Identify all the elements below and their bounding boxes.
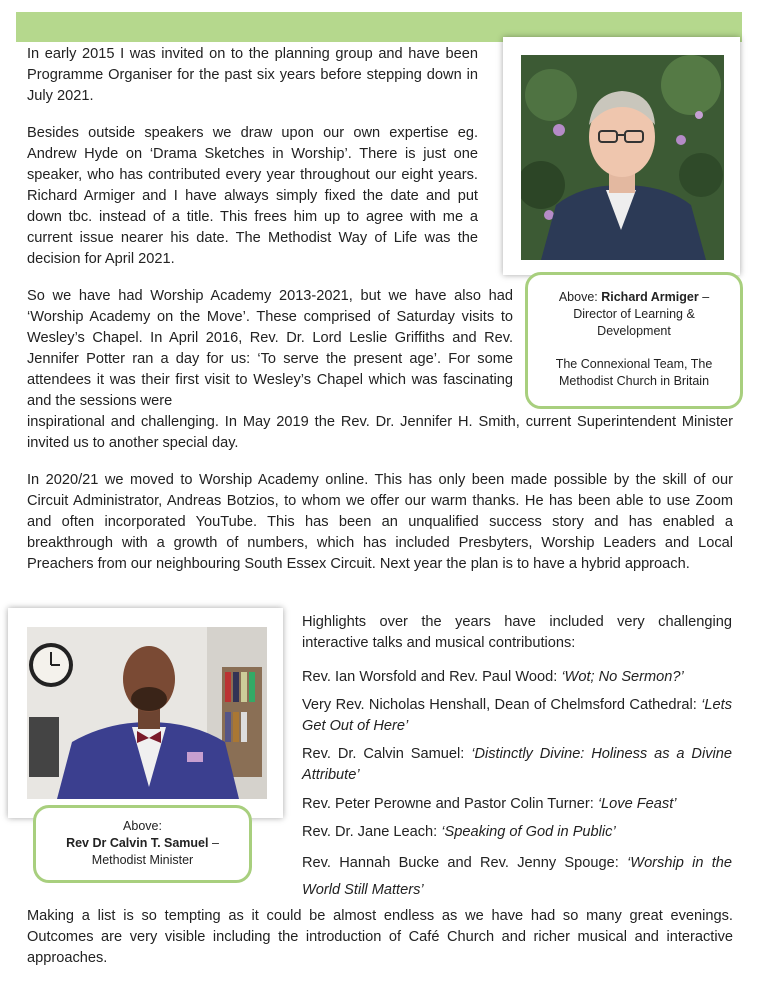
highlight-item <box>302 794 732 815</box>
paragraph-online: In 2020/21 we moved to Worship Academy online. This has only been made possible by the skill of our Circuit Administrator, Andreas Botzios, to whom we offer our warm thanks. He has been able to use Zoom and often incorporated YouTube. This has been an unqualified success story and has enabled a breakthrough with a growth of numbers, which has included Presbyters, Worship Leaders and Local Preachers from our neighbouring South Essex Circuit. Next year the plan is to have a hybrid approach. <box>27 472 733 572</box>
highlight-title: ‘Love Feast’ <box>597 796 677 812</box>
highlight-title: ‘Lets Get Out of Here’ <box>302 697 732 734</box>
paragraph-inspirational: inspirational and challenging. In May 2019 the Rev. Dr. Jennifer H. Smith, current Superintendent Minister invited us to another special day. <box>27 414 733 451</box>
caption-calvin-samuel <box>33 805 252 883</box>
caption-calvin-samuel-prefix: Above: <box>123 819 162 833</box>
highlight-people: Rev. Peter Perowne and Pastor Colin Turner: <box>302 796 598 812</box>
caption-dash: – <box>698 290 710 304</box>
highlight-item <box>302 667 732 688</box>
highlight-item <box>302 822 732 843</box>
photo-richard-armiger <box>521 55 724 260</box>
highlight-item <box>302 744 732 786</box>
highlights-intro: Highlights over the years have included very challenging interactive talks and musical contributions: <box>302 614 732 651</box>
highlight-item <box>302 850 732 904</box>
highlight-people: Rev. Dr. Calvin Samuel: <box>302 746 472 762</box>
highlight-people: Rev. Hannah Bucke and Rev. Jenny Spouge: <box>302 855 628 871</box>
caption-name: Richard Armiger <box>601 290 699 304</box>
caption-name: Rev Dr Calvin T. Samuel <box>66 836 209 850</box>
caption-richard-armiger-role: Director of Learning & Development <box>573 307 695 338</box>
caption-calvin-samuel-name-line <box>42 835 243 852</box>
highlight-title: ‘Wot; No Sermon?’ <box>561 669 684 685</box>
paragraph-outside-speakers: Besides outside speakers we draw upon our own expertise eg. Andrew Hyde on ‘Drama Sketches in Worship’. There is just one speaker, who has contributed every year throughout our eight years. Richard Armiger and I have always simply fixed the date and put down tbc. instead of a title. This frees him up to agree with me a current issue nearer his date. The Methodist Way of Life was the decision for April 2021. <box>27 125 478 267</box>
caption-prefix: Above: <box>558 290 602 304</box>
caption-dash: – <box>208 836 219 850</box>
highlight-people: Very Rev. Nicholas Henshall, Dean of Chelmsford Cathedral: <box>302 697 702 713</box>
photo-frame-calvin-samuel <box>8 608 283 818</box>
caption-richard-armiger-name-line <box>536 289 732 306</box>
photo-calvin-samuel <box>27 627 267 799</box>
highlight-people: Rev. Ian Worsfold and Rev. Paul Wood: <box>302 669 562 685</box>
portrait-calvin-samuel-image <box>27 627 267 799</box>
paragraph-planning-group: In early 2015 I was invited on to the planning group and have been Programme Organiser for the past six years before stepping down in July 2021. <box>27 46 478 104</box>
portrait-richard-armiger-image <box>521 55 724 260</box>
caption-richard-armiger <box>525 272 743 409</box>
paragraph-worship-academy-on-the-move: So we have had Worship Academy 2013-2021, but we have also had ‘Worship Academy on the Move’. These comprised of Saturday visits to Wesley’s Chapel. In April 2016, Rev. Dr. Lord Leslie Griffiths and Rev. Jennifer Potter ran a day for us: ‘To serve the present age’. For some attendees it was their first visit to Wesley’s Chapel which was fascinating and the sessions were <box>27 288 513 409</box>
highlight-people: Rev. Dr. Jane Leach: <box>302 824 442 840</box>
highlight-title: ‘Worship in the World Still Matters’ <box>302 855 732 898</box>
caption-calvin-samuel-role: Methodist Minister <box>91 853 194 867</box>
caption-richard-armiger-org: The Connexional Team, The Methodist Church in Britain <box>555 357 713 388</box>
highlight-title: ‘Speaking of God in Public’ <box>441 824 616 840</box>
highlight-item <box>302 695 732 737</box>
highlight-title: ‘Distinctly Divine: Holiness as a Divine Attribute’ <box>302 746 732 783</box>
photo-frame-richard-armiger <box>503 37 740 275</box>
paragraph-making-a-list: Making a list is so tempting as it could be almost endless as we have had so many great evenings. Outcomes are very visible including the introduction of Café Church and richer musical and interactive approaches. <box>27 908 733 966</box>
